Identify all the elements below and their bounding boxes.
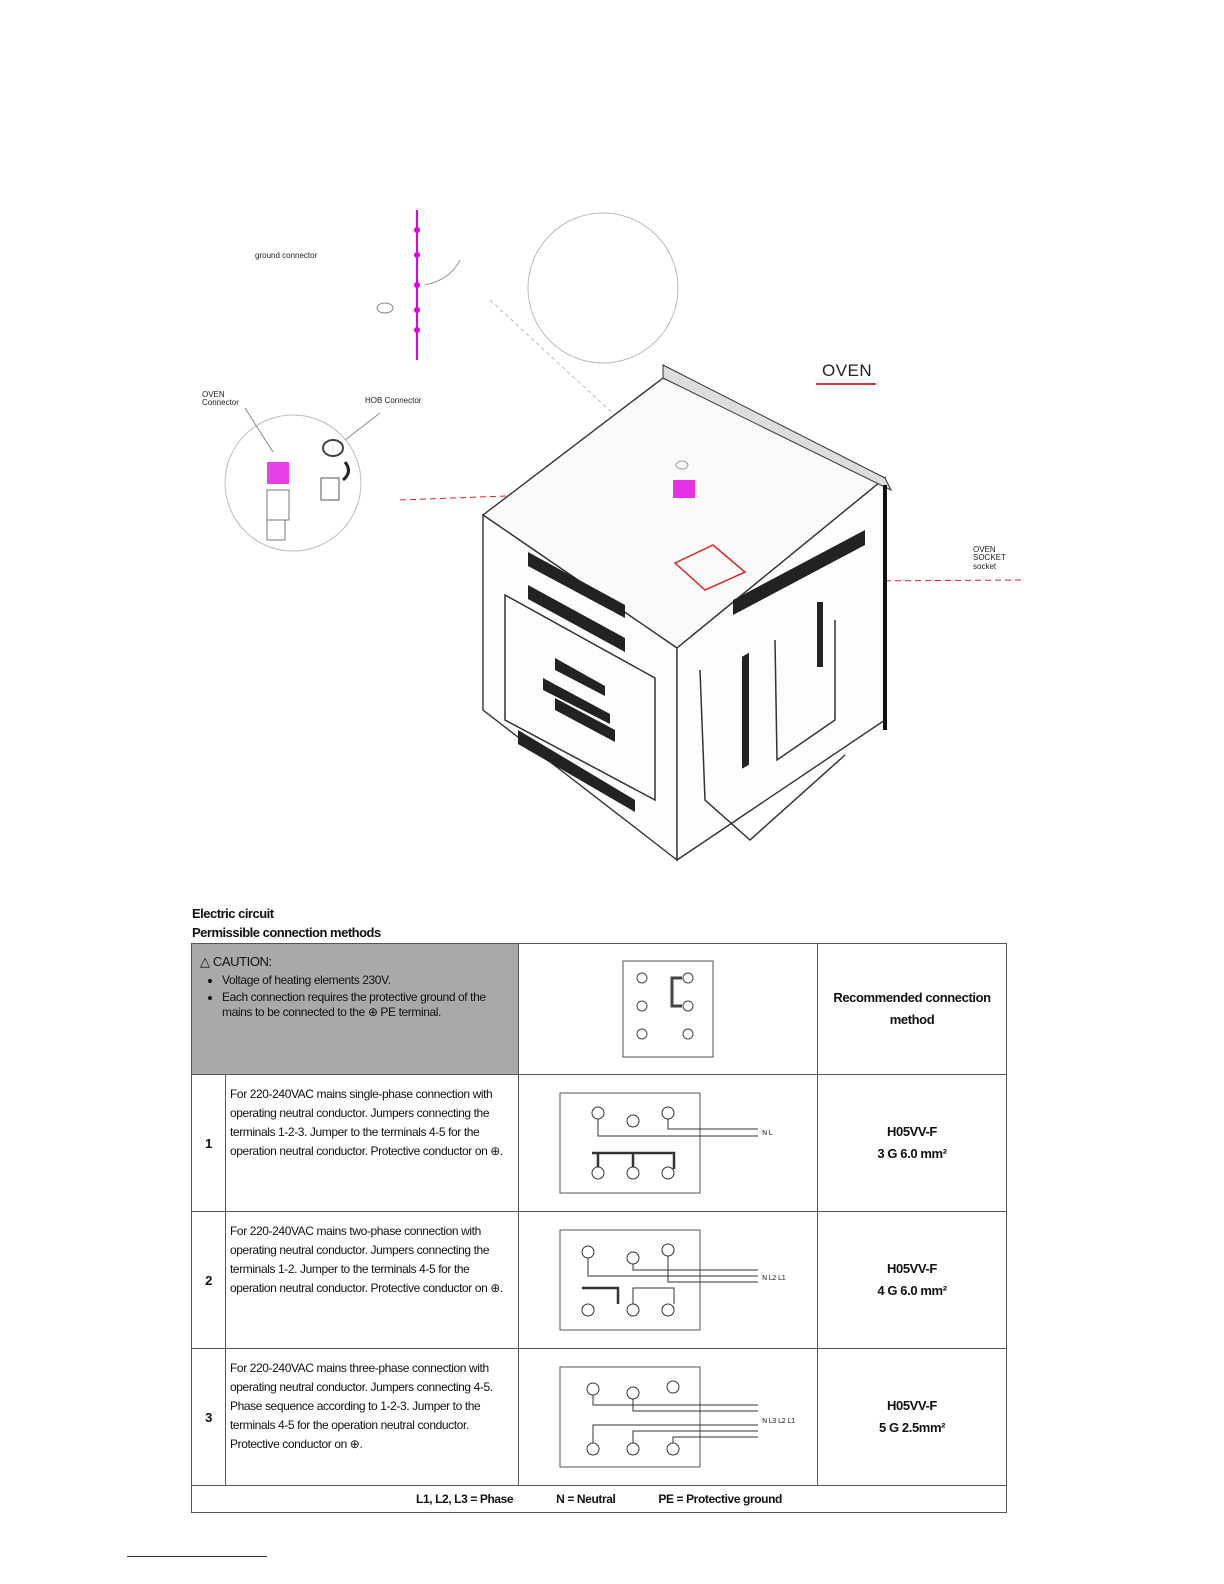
row-number: 2 (192, 1212, 226, 1349)
table-header-row (192, 944, 1007, 1075)
row-number: 1 (192, 1075, 226, 1212)
table-row (192, 1075, 1007, 1212)
caution-item: • Each connection requires the protective ground of the mains to be connected to the ⊕ PE terminal. (222, 990, 510, 1020)
circuit-title: Electric circuit (192, 906, 274, 921)
caution-list (200, 973, 510, 1020)
svg-text:N L2 L1: N L2 L1 (762, 1274, 786, 1282)
recommended-cable (818, 1212, 1007, 1349)
table-row (192, 1349, 1007, 1486)
wiring-diagram-cell (519, 1212, 818, 1349)
wiring-diagram-three-phase (558, 1365, 795, 1469)
table-row (192, 1212, 1007, 1349)
ground-connector-label: ground connector (255, 251, 318, 260)
row-description: For 220-240VAC mains two-phase connection with operating neutral conductor. Jumpers connecting the terminals 1-2. Jumper to the terminals 4-5 for the operation neutral conductor. Protective conductor on ⊕. (226, 1212, 519, 1349)
row-number: 3 (192, 1349, 226, 1486)
connection-methods-table (191, 943, 1007, 1513)
oven-installation-diagram (185, 200, 1035, 880)
hob-connector-label: HOB Connector (365, 396, 422, 405)
recommended-cable (818, 1349, 1007, 1486)
legend-cell (192, 1486, 1007, 1513)
circuit-subtitle: Permissible connection methods (192, 925, 381, 940)
cable-type: H05VV-F (887, 1398, 937, 1413)
oven-title-underline (816, 383, 876, 385)
legend-neutral: N = Neutral (556, 1492, 616, 1506)
recommended-header: Recommended connection method (818, 944, 1007, 1075)
legend-phase: L1, L2, L3 = Phase (416, 1492, 514, 1506)
cable-type: H05VV-F (887, 1124, 937, 1139)
footer-rule (127, 1556, 267, 1557)
wiring-diagram-cell (519, 1349, 818, 1486)
row-description: For 220-240VAC mains single-phase connection with operating neutral conductor. Jumpers connecting the terminals 1-2-3. Jumper to the terminals 4-5 for the operation neutral conductor. Protective conductor on ⊕. (226, 1075, 519, 1212)
legend-pe: PE = Protective ground (658, 1492, 782, 1506)
caution-item: • Voltage of heating elements 230V. (222, 973, 510, 988)
wiring-diagram-single-phase (558, 1091, 778, 1195)
oven-isometric-drawing (185, 200, 1035, 880)
oven-connector-label: OVEN Connector (202, 390, 239, 408)
svg-text:N L: N L (762, 1129, 773, 1137)
cable-size: 5 G 2.5mm² (878, 1420, 946, 1435)
terminal-block-diagram (622, 960, 714, 1058)
svg-text:N L3 L2 L1: N L3 L2 L1 (762, 1417, 795, 1425)
oven-title: OVEN (822, 361, 873, 380)
cable-size: 4 G 6.0 mm² (877, 1283, 947, 1298)
warning-triangle-icon: △ (200, 954, 210, 969)
caution-title: CAUTION: (212, 954, 272, 969)
recommended-cable (818, 1075, 1007, 1212)
oven-socket-label: OVEN SOCKET socket (973, 545, 1006, 571)
wiring-diagram-two-phase (558, 1228, 786, 1332)
terminal-block-figure (519, 944, 818, 1075)
caution-cell (192, 944, 519, 1075)
connector-detail-circle (225, 415, 361, 551)
cable-type: H05VV-F (887, 1261, 937, 1276)
ground-detail-circle (528, 213, 678, 363)
wiring-diagram-cell (519, 1075, 818, 1212)
cable-size: 3 G 6.0 mm² (877, 1146, 947, 1161)
row-description: For 220-240VAC mains three-phase connection with operating neutral conductor. Jumpers connecting 4-5. Phase sequence according to 1-2-3. Jumper to the terminals 4-5 for the operation neutral conductor. Protective conductor on ⊕. (226, 1349, 519, 1486)
circuit-heading (192, 904, 381, 942)
legend-row (192, 1486, 1007, 1513)
